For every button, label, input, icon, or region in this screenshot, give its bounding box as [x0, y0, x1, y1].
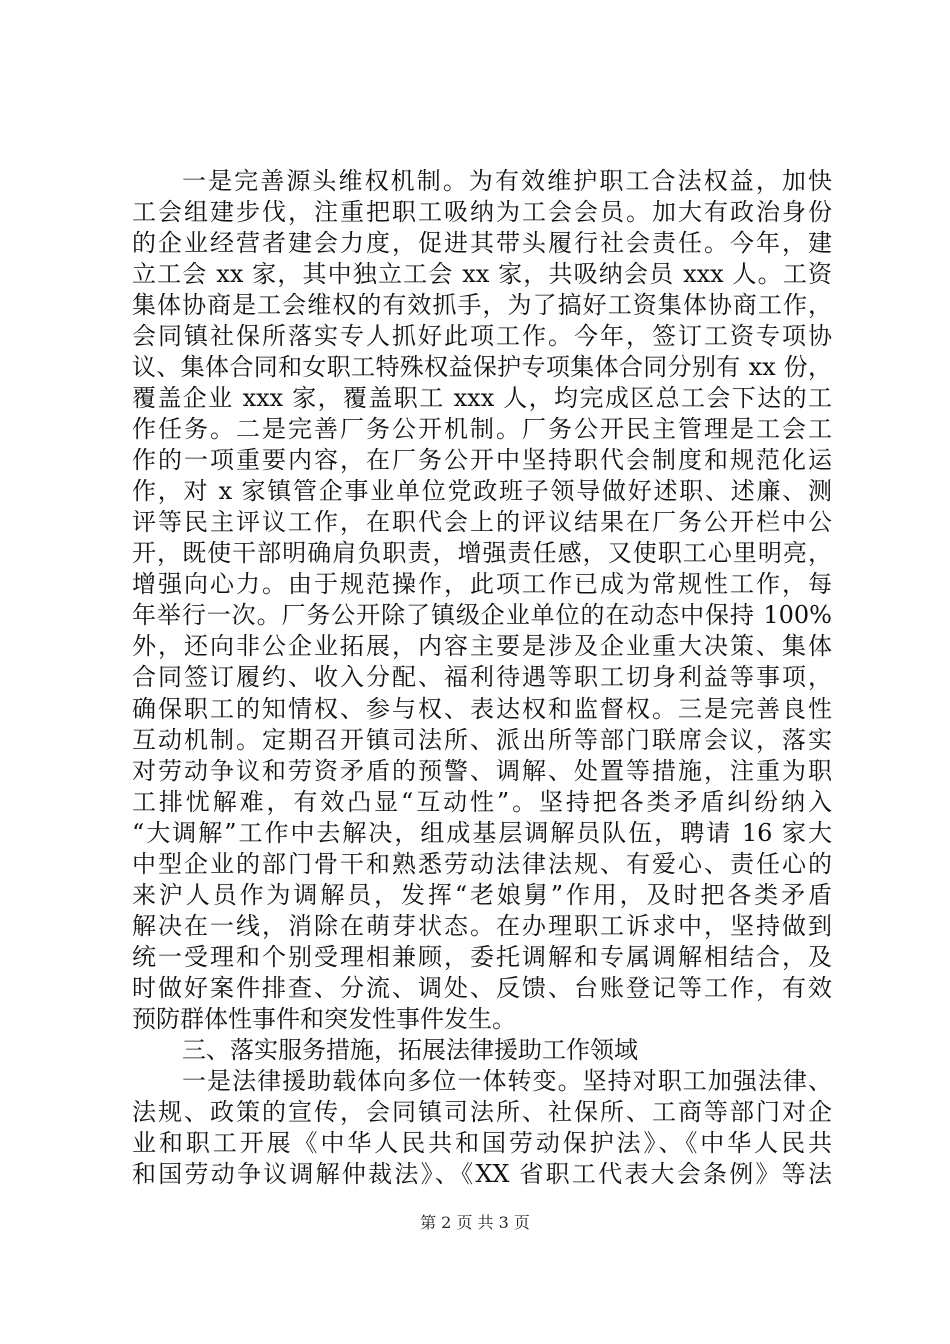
paragraph-line: 覆盖企业 xxx 家，覆盖职工 xxx 人，均完成区总工会下达的工	[132, 384, 832, 412]
paragraph-line: 预防群体性事件和突发性事件发生。	[132, 1005, 516, 1033]
paragraph-line: 开，既使干部明确肩负职责，增强责任感，又使职工心里明亮，	[132, 539, 832, 567]
paragraph-line: 中型企业的部门骨干和熟悉劳动法律法规、有爱心、责任心的	[132, 850, 832, 878]
paragraph-line: 作的一项重要内容，在厂务公开中坚持职代会制度和规范化运	[132, 446, 832, 474]
paragraph-line: 一是完善源头维权机制。为有效维护职工合法权益，加快	[182, 167, 832, 195]
paragraph-line: 年举行一次。厂务公开除了镇级企业单位的在动态中保持 100%	[132, 601, 832, 629]
paragraph-line: 互动机制。定期召开镇司法所、派出所等部门联席会议，落实	[132, 726, 832, 754]
paragraph-line: 外，还向非公企业拓展，内容主要是涉及企业重大决策、集体	[132, 632, 832, 660]
paragraph-line: 工会组建步伐，注重把职工吸纳为工会会员。加大有政治身份	[132, 198, 832, 226]
paragraph-line: 立工会 xx 家，其中独立工会 xx 家，共吸纳会员 xxx 人。工资	[132, 260, 832, 288]
paragraph-line: 法规、政策的宣传，会同镇司法所、社保所、工商等部门对企	[132, 1098, 832, 1126]
paragraph-line: 增强向心力。由于规范操作，此项工作已成为常规性工作，每	[132, 570, 832, 598]
paragraph-line: 评等民主评议工作，在职代会上的评议结果在厂务公开栏中公	[132, 508, 832, 536]
section-heading: 三、落实服务措施，拓展法律援助工作领域	[182, 1036, 638, 1064]
paragraph-line: 作任务。二是完善厂务公开机制。厂务公开民主管理是工会工	[132, 415, 832, 443]
paragraph-line: 业和职工开展《中华人民共和国劳动保护法》、《中华人民共	[132, 1129, 832, 1157]
paragraph-line: 统一受理和个别受理相兼顾，委托调解和专属调解相结合，及	[132, 943, 832, 971]
paragraph-line: 合同签订履约、收入分配、福利待遇等职工切身利益等事项，	[132, 663, 832, 691]
page-number-footer: 第 2 页 共 3 页	[420, 1213, 530, 1232]
paragraph-line: 时做好案件排查、分流、调处、反馈、台账登记等工作，有效	[132, 974, 832, 1002]
paragraph-line: 议、集体合同和女职工特殊权益保护专项集体合同分别有 xx 份，	[132, 353, 832, 381]
paragraph-line: 工排忧解难，有效凸显“互动性”。坚持把各类矛盾纠纷纳入	[132, 788, 832, 816]
paragraph-line: 一是法律援助载体向多位一体转变。坚持对职工加强法律、	[182, 1067, 832, 1095]
paragraph-line: 解决在一线，消除在萌芽状态。在办理职工诉求中，坚持做到	[132, 912, 832, 940]
paragraph-line: “大调解”工作中去解决，组成基层调解员队伍，聘请 16 家大	[132, 819, 832, 847]
paragraph-line: 和国劳动争议调解仲裁法》、《XX 省职工代表大会条例》等法	[132, 1160, 832, 1188]
paragraph-line: 确保职工的知情权、参与权、表达权和监督权。三是完善良性	[132, 695, 832, 723]
paragraph-line: 会同镇社保所落实专人抓好此项工作。今年，签订工资专项协	[132, 322, 832, 350]
paragraph-line: 来沪人员作为调解员，发挥“老娘舅”作用，及时把各类矛盾	[132, 881, 832, 909]
paragraph-line: 作，对 x 家镇管企事业单位党政班子领导做好述职、述廉、测	[132, 477, 832, 505]
paragraph-line: 对劳动争议和劳资矛盾的预警、调解、处置等措施，注重为职	[132, 757, 832, 785]
paragraph-line: 的企业经营者建会力度，促进其带头履行社会责任。今年，建	[132, 229, 832, 257]
paragraph-line: 集体协商是工会维权的有效抓手，为了搞好工资集体协商工作，	[132, 291, 832, 319]
